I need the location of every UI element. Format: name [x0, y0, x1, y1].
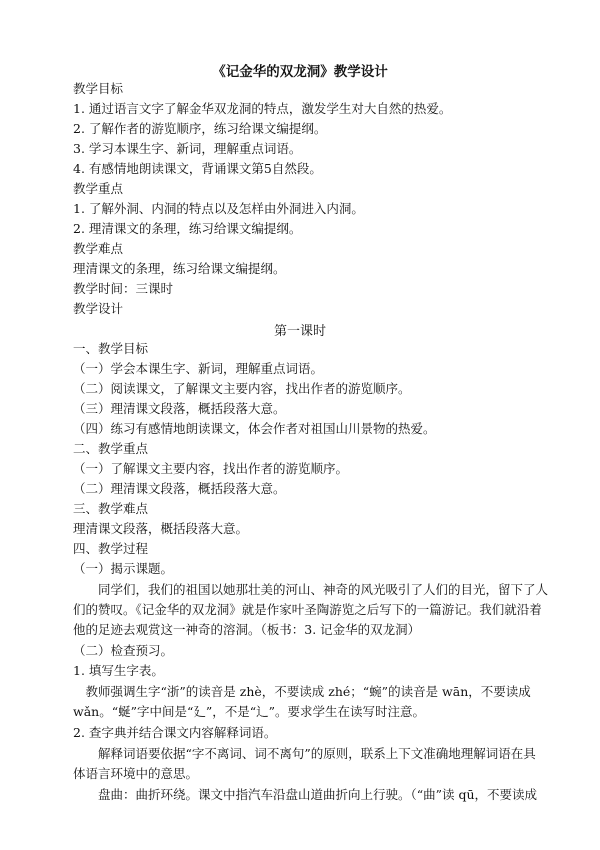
document-title: 《记金华的双龙洞》教学设计: [212, 64, 388, 80]
sec2-item: （一）了解课文主要内容，找出作者的游览顺序。: [73, 461, 349, 476]
list-item: 1. 填写生字表。: [73, 663, 164, 678]
section-heading-1: 一、教学目标: [73, 341, 149, 356]
lesson-title: 第一课时: [273, 324, 326, 339]
vocabulary-paragraph: 解释词语要依据“字不离词、词不离句”的原则，联系上下文准确地理解词语在具体语言环境中的意思。: [73, 746, 536, 781]
sec1-item: （四）练习有感情地朗读课文，体会作者对祖国山川景物的热爱。: [73, 421, 436, 436]
teaching-time: 教学时间：三课时: [73, 281, 174, 296]
section-heading-2: 二、教学重点: [73, 441, 149, 456]
sec1-item: （二）阅读课文，了解课文主要内容，找出作者的游览顺序。: [73, 381, 411, 396]
definition-line: 盘曲：曲折环绕。课文中指汽车沿盘山道曲折向上行驶。（“曲”读 qū，不要读成: [98, 787, 538, 802]
section-heading-goals: 教学目标: [73, 81, 124, 96]
key-item: 1. 了解外洞、内洞的特点以及怎样由外洞进入内洞。: [73, 201, 364, 216]
intro-paragraph: 同学们，我们的祖国以她那壮美的河山、神奇的风光吸引了人们的目光，留下了人们的赞叹。《记金华的双龙洞》就是作家叶圣陶游览之后写下的一篇游记。我们就沿着他的足迹去观赏这一神奇的溶洞。（板书：3. 记金华的双龙洞）: [73, 582, 549, 637]
step-heading: （二）检查预习。: [73, 643, 174, 658]
section-heading-difficulty: 教学难点: [73, 241, 124, 256]
section-heading-key: 教学重点: [73, 181, 124, 196]
section-heading-4: 四、教学过程: [73, 541, 149, 556]
sec3-text: 理清课文段落，概括段落大意。: [73, 521, 249, 536]
pronunciation-paragraph: 教师强调生字“浙”的读音是 zhè，不要读成 zhé；“蜿”的读音是 wān，不要读成 wǎn。“蜒”字中间是“廴”，不是“辶”。要求学生在读写时注意。: [73, 684, 531, 719]
sec1-item: （三）理清课文段落，概括段落大意。: [73, 401, 286, 416]
difficulty-text: 理清课文的条理，练习给课文编提纲。: [73, 261, 286, 276]
goal-item: 3. 学习本课生字、新词，理解重点词语。: [73, 141, 302, 156]
key-item: 2. 理清课文的条理，练习给课文编提纲。: [73, 221, 302, 236]
section-heading-3: 三、教学难点: [73, 501, 149, 516]
step-heading: （一）揭示课题。: [73, 561, 174, 576]
sec2-item: （二）理清课文段落，概括段落大意。: [73, 481, 286, 496]
section-heading-design: 教学设计: [73, 301, 124, 316]
goal-item: 1. 通过语言文字了解金华双龙洞的特点，激发学生对大自然的热爱。: [73, 101, 452, 116]
goal-item: 4. 有感情地朗读课文，背诵课文第5自然段。: [73, 161, 322, 176]
list-item: 2. 查字典并结合课文内容解释词语。: [73, 725, 277, 740]
sec1-item: （一）学会本课生字、新词，理解重点词语。: [73, 361, 324, 376]
goal-item: 2. 了解作者的游览顺序，练习给课文编提纲。: [73, 121, 327, 136]
